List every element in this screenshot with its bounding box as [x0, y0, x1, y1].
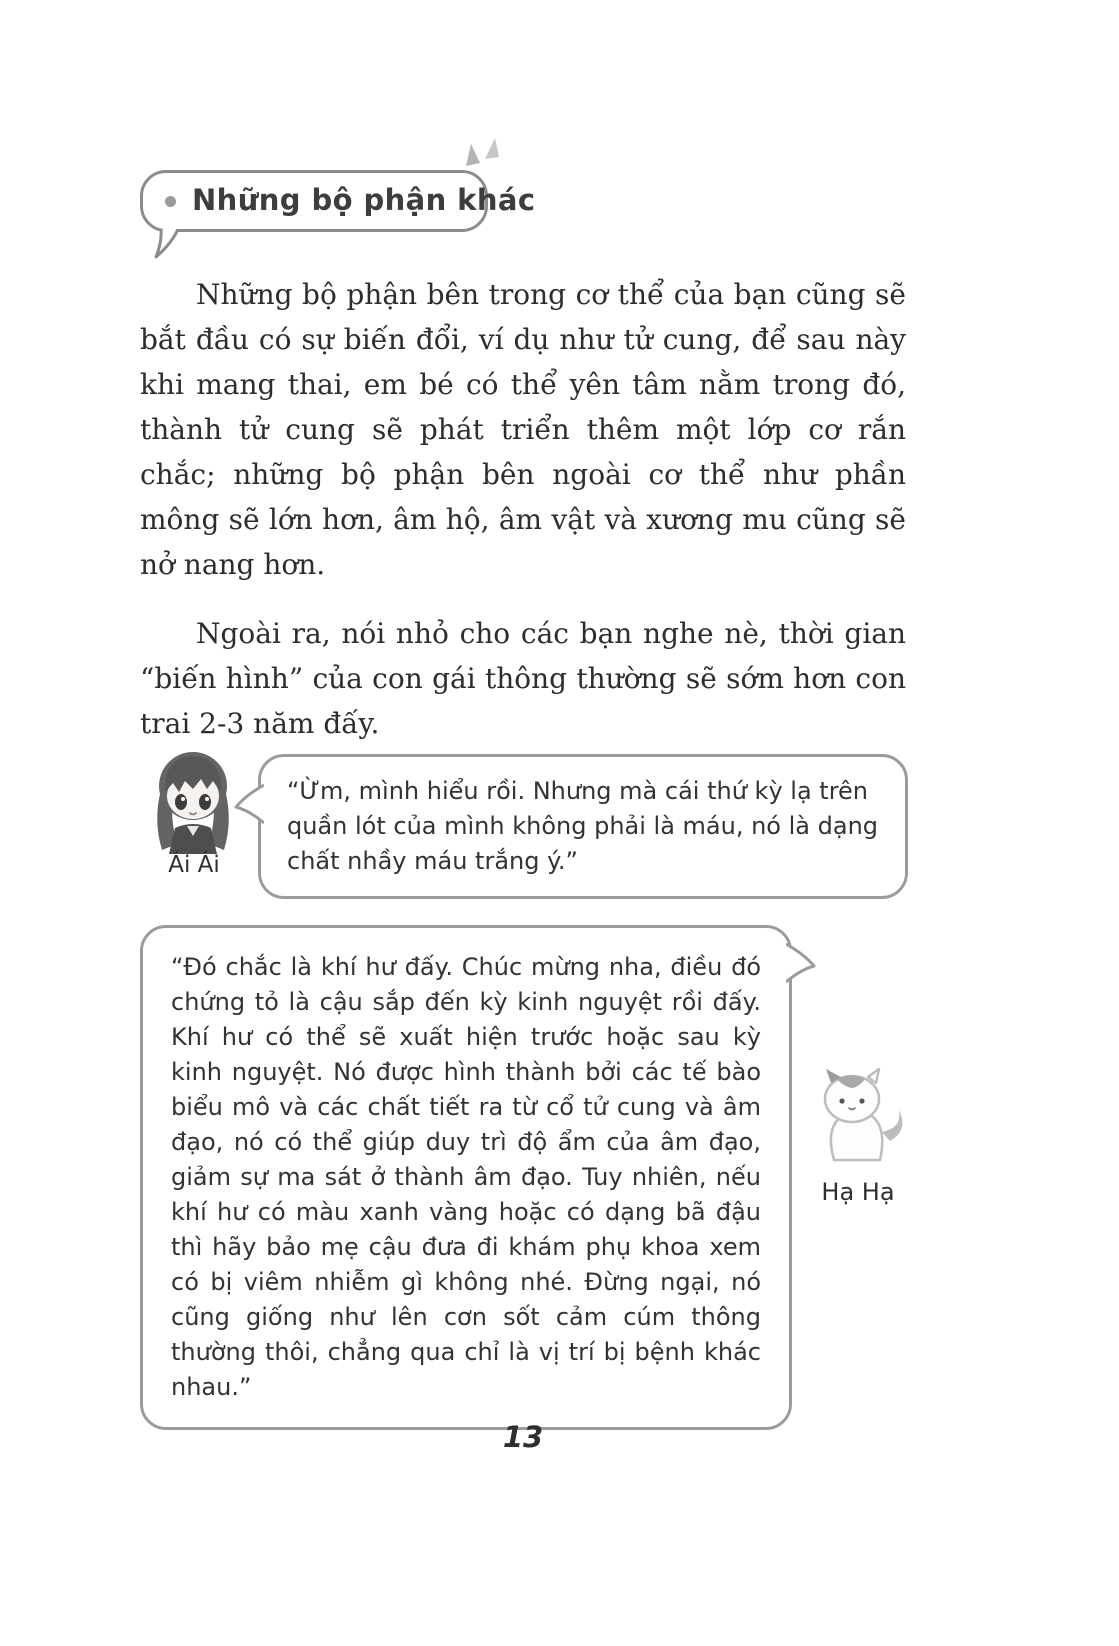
speech-bubble-aiai-tail	[234, 783, 264, 835]
speech-bubble-aiai	[258, 754, 908, 899]
speaker-name-haha: Hạ Hạ	[821, 1178, 895, 1206]
section-title: Những bộ phận khác	[192, 182, 536, 217]
paragraph-1: Những bộ phận bên trong cơ thể của bạn cũng sẽ bắt đầu có sự biến đổi, ví dụ như tử cung, để sau này khi mang thai, em bé có thể yên tâm nằm trong đó, thành tử cung sẽ phát triển thêm một lớp cơ rắn chắc; những bộ phận bên ngoài cơ thể như phần mông sẽ lớn hơn, âm hộ, âm vật và xương mu cũng sẽ nở nang hơn.	[140, 278, 906, 581]
girl-avatar	[146, 748, 240, 858]
section-title-bubble-tail	[152, 229, 182, 265]
section-title-bubble	[140, 170, 536, 232]
body-text	[140, 272, 906, 746]
speech-bubble-haha-tail	[786, 942, 816, 994]
speech-text-haha: “Đó chắc là khí hư đấy. Chúc mừng nha, điều đó chứng tỏ là cậu sắp đến kỳ kinh nguyệt rồi đấy. Khí hư có thể sẽ xuất hiện trước hoặc sau kỳ kinh nguyệt. Nó được hình thành bởi các tế bào biểu mô và các chất tiết ra từ cổ tử cung và âm đạo, nó có thể giúp duy trì độ ẩm của âm đạo, giảm sự ma sát ở thành âm đạo. Tuy nhiên, nếu khí hư có màu xanh vàng hoặc có dạng bã đậu thì hãy bảo mẹ cậu đưa đi khám phụ khoa xem có bị viêm nhiễm gì không nhé. Đừng ngại, nó cũng giống như lên cơn sốt cảm cúm thông thường thôi, chẳng qua chỉ là vị trí bị bệnh khác nhau.”	[171, 953, 761, 1401]
speech-text-aiai: “Ừm, mình hiểu rồi. Nhưng mà cái thứ kỳ lạ trên quần lót của mình không phải là máu, nó là dạng chất nhầy máu trắng ý.”	[287, 777, 879, 875]
page-number: 13	[502, 1420, 544, 1454]
sparkle-icon	[458, 134, 504, 174]
speech-bubble-haha	[140, 925, 792, 1430]
paragraph-2: Ngoài ra, nói nhỏ cho các bạn nghe nè, thời gian “biến hình” của con gái thông thường sẽ sớm hơn con trai 2-3 năm đấy.	[140, 617, 906, 740]
speaker-name-aiai: Ái Ái	[168, 852, 220, 878]
cat-avatar	[806, 1068, 910, 1168]
bullet-dot-icon	[165, 196, 176, 207]
